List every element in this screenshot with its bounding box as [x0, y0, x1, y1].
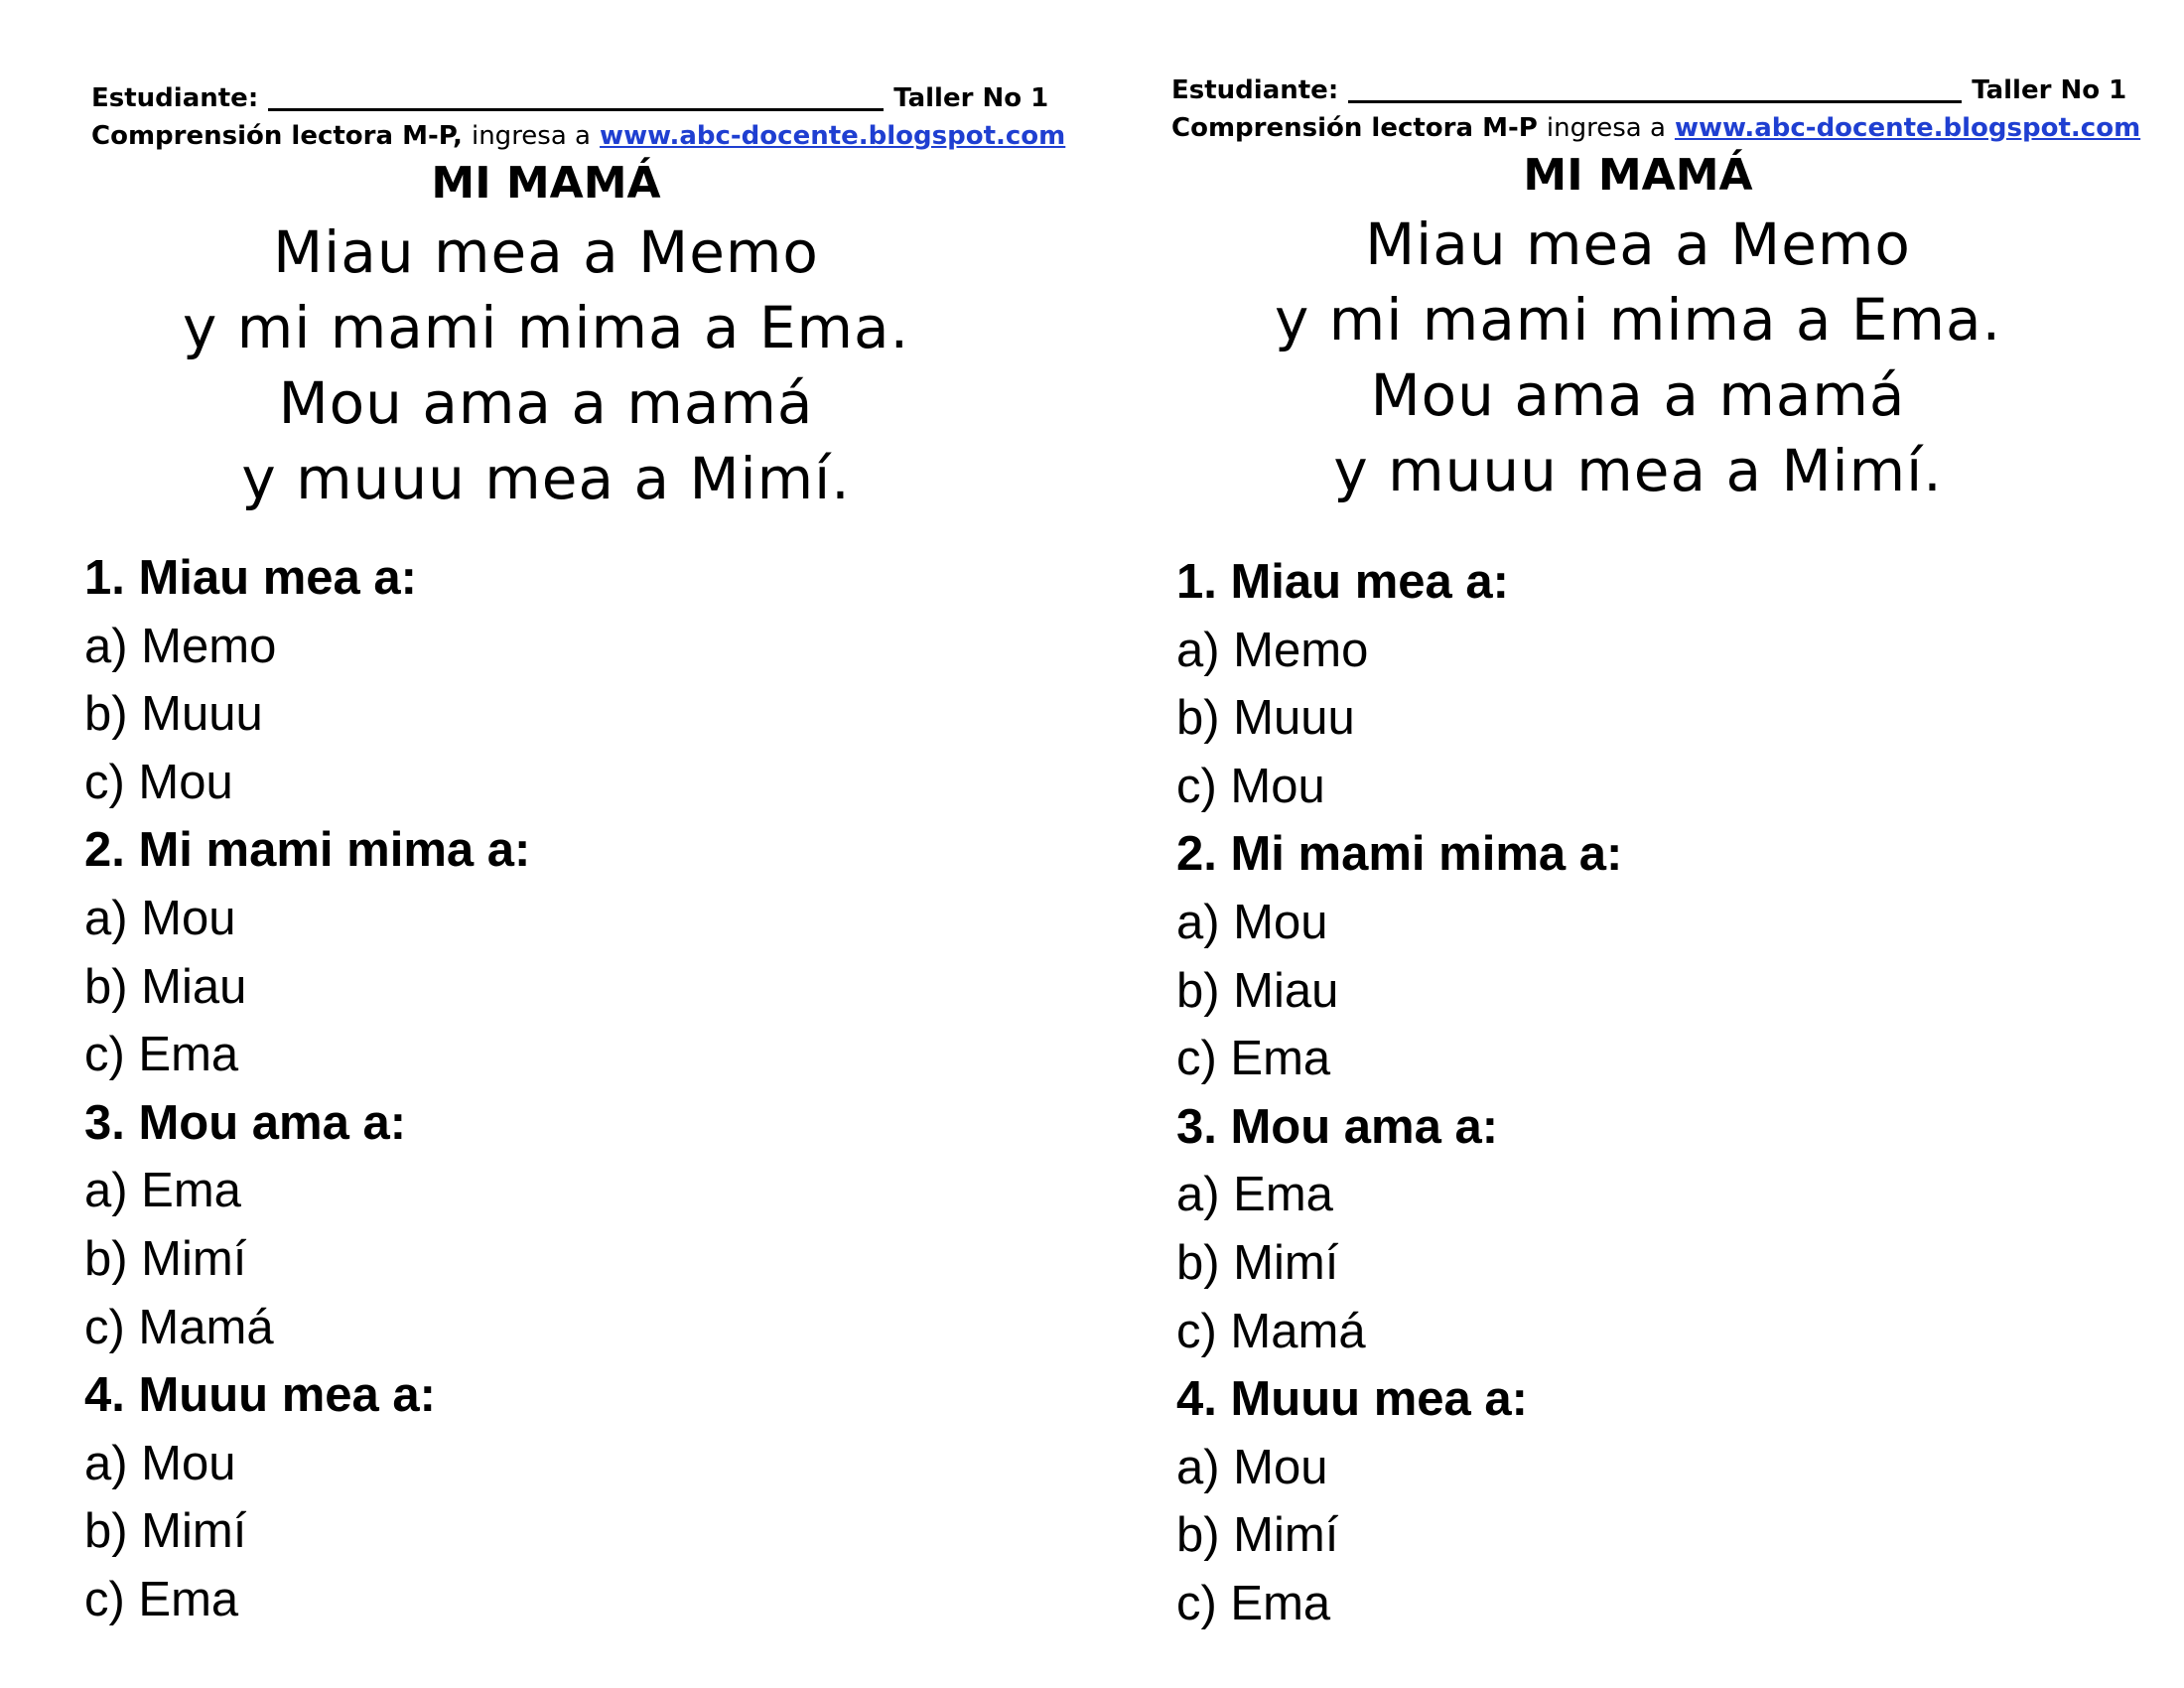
answer-option[interactable]: c) Mamá — [1176, 1304, 1366, 1358]
worksheet-header: Estudiante: Taller No 1 Comprensión lectora M-P, ingresa a www.abc-docente.blogspot.com — [91, 83, 1066, 151]
answer-option[interactable]: b) Mimí — [1176, 1235, 1339, 1290]
answer-option[interactable]: c) Ema — [84, 1572, 239, 1626]
workshop-label: Taller No 1 — [893, 83, 1049, 113]
story-line: y mi mami mima a Ema. — [182, 294, 910, 361]
story-line: y mi mami mima a Ema. — [1274, 286, 2002, 353]
subtitle-bold: Comprensión lectora M-P — [1171, 113, 1538, 143]
question-prompt: 3. Mou ama a: — [84, 1095, 407, 1150]
question-prompt: 4. Muuu mea a: — [1176, 1372, 1528, 1427]
page-title: MI MAMÁ — [431, 158, 661, 209]
story-line: Miau mea a Memo — [273, 218, 819, 286]
answer-option[interactable]: a) Mou — [84, 1436, 236, 1490]
question-prompt: 3. Mou ama a: — [1176, 1099, 1499, 1154]
question-prompt: 1. Miau mea a: — [84, 551, 417, 605]
story-line: Miau mea a Memo — [1365, 211, 1911, 278]
student-name-line[interactable] — [1348, 78, 1962, 103]
answer-option[interactable]: b) Mimí — [84, 1231, 247, 1286]
story-line: y muuu mea a Mimí. — [241, 445, 851, 512]
story-text — [1092, 207, 2184, 508]
story-line: Mou ama a mamá — [1370, 361, 1906, 429]
question-prompt: 2. Mi mami mima a: — [1176, 827, 1623, 882]
question-list — [84, 544, 530, 1634]
question-prompt: 4. Muuu mea a: — [84, 1368, 436, 1423]
answer-option[interactable]: c) Ema — [84, 1028, 239, 1082]
answer-option[interactable]: a) Ema — [84, 1164, 241, 1218]
answer-option[interactable]: a) Memo — [1176, 623, 1369, 677]
answer-option[interactable]: c) Mou — [1176, 759, 1325, 813]
student-label: Estudiante: — [1171, 75, 1339, 105]
blog-link[interactable]: www.abc-docente.blogspot.com — [1674, 113, 2141, 143]
answer-option[interactable]: a) Mou — [1176, 1440, 1328, 1494]
story-line: y muuu mea a Mimí. — [1333, 437, 1943, 504]
answer-option[interactable]: a) Memo — [84, 619, 277, 673]
question-list — [1176, 548, 1622, 1638]
story-text — [0, 214, 1092, 516]
page-title: MI MAMÁ — [1523, 150, 1753, 201]
subtitle-light: ingresa a — [1546, 113, 1666, 143]
answer-option[interactable]: b) Muuu — [1176, 691, 1355, 746]
answer-option[interactable]: a) Mou — [84, 891, 236, 945]
blog-link[interactable]: www.abc-docente.blogspot.com — [600, 121, 1066, 151]
answer-option[interactable]: a) Mou — [1176, 895, 1328, 949]
answer-option[interactable]: b) Mimí — [1176, 1508, 1339, 1563]
question-prompt: 2. Mi mami mima a: — [84, 823, 531, 878]
subtitle-light: ingresa a — [471, 121, 591, 151]
student-label: Estudiante: — [91, 83, 259, 113]
answer-option[interactable]: b) Miau — [84, 959, 247, 1014]
answer-option[interactable]: c) Mamá — [84, 1300, 274, 1354]
answer-option[interactable]: c) Ema — [1176, 1576, 1331, 1630]
answer-option[interactable]: b) Mimí — [84, 1504, 247, 1559]
workshop-label: Taller No 1 — [1972, 75, 2127, 105]
subtitle-bold: Comprensión lectora M-P — [91, 121, 454, 151]
worksheet-header — [1171, 77, 2140, 141]
answer-option[interactable]: b) Muuu — [84, 687, 263, 742]
question-prompt: 1. Miau mea a: — [1176, 555, 1509, 609]
student-name-line[interactable] — [268, 86, 884, 111]
worksheet-right — [1092, 0, 2184, 1688]
answer-option[interactable]: c) Mou — [84, 755, 233, 809]
story-line: Mou ama a mamá — [278, 369, 814, 437]
answer-option[interactable]: b) Miau — [1176, 963, 1339, 1018]
answer-option[interactable]: a) Ema — [1176, 1168, 1333, 1222]
answer-option[interactable]: c) Ema — [1176, 1032, 1331, 1086]
